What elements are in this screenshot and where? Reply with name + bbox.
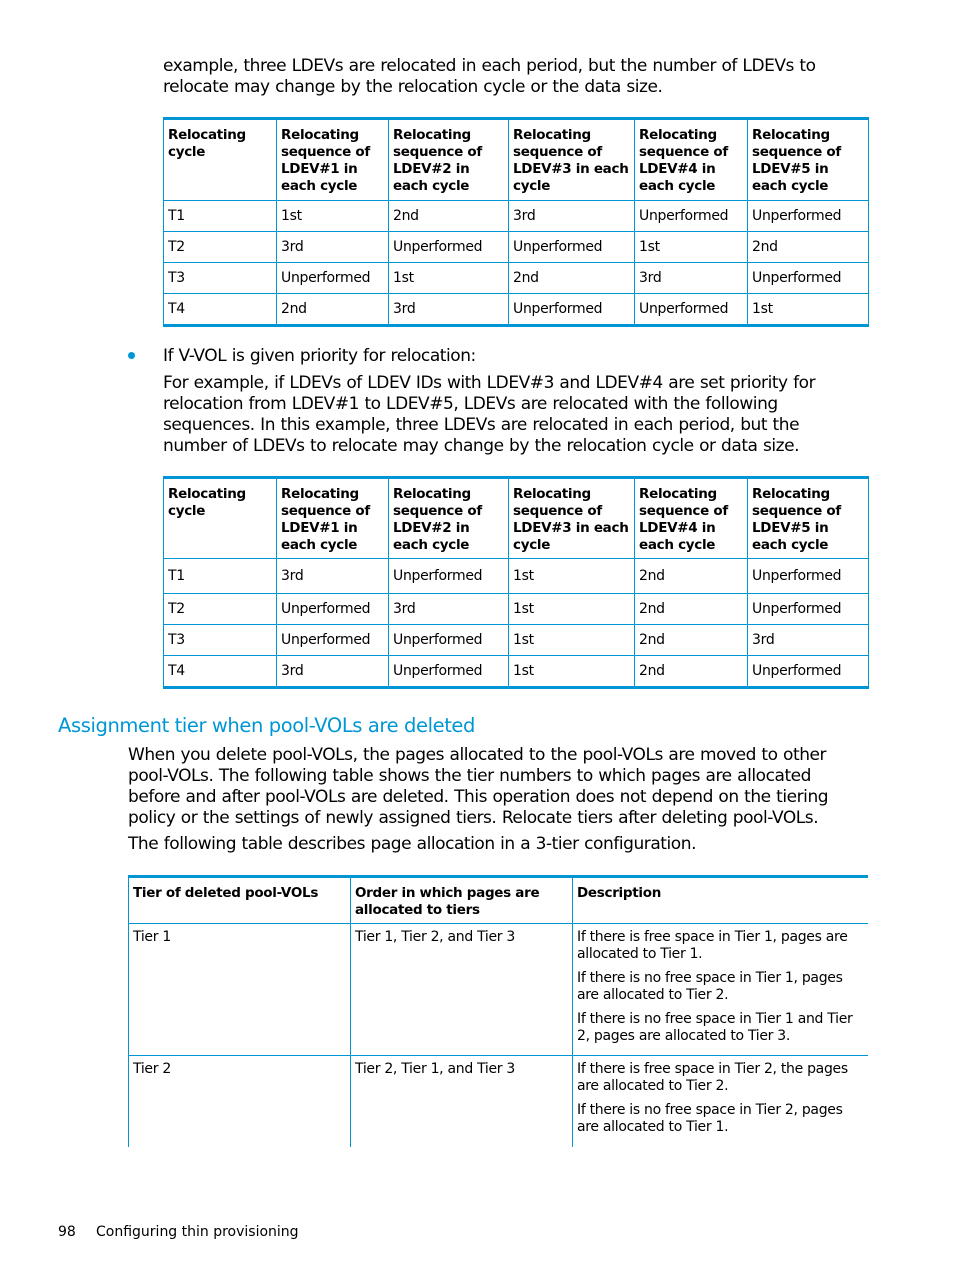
table-cell: 2nd <box>635 656 748 688</box>
description-text: If there is free space in Tier 1, pages are allocated to Tier 1. <box>577 929 848 962</box>
description-text: If there is no free space in Tier 1 and Tier 2, pages are allocated to Tier 3. <box>577 1011 853 1044</box>
column-header: Relocating cycle <box>164 119 277 201</box>
column-header: Relocating sequence of LDEV#2 in each cycle <box>389 119 509 201</box>
table-row <box>164 559 869 594</box>
table-cell: 2nd <box>509 263 635 294</box>
bullet-lead: If V-VOL is given priority for relocation: <box>163 346 476 366</box>
relocation-table-2 <box>163 476 869 689</box>
table-cell: Tier 1, Tier 2, and Tier 3 <box>351 924 573 1056</box>
table-cell: Unperformed <box>635 294 748 326</box>
description-text: If there is no free space in Tier 2, pages are allocated to Tier 1. <box>577 1102 843 1135</box>
table-cell: Unperformed <box>635 201 748 232</box>
bullet-icon <box>128 352 135 359</box>
tier-table-container <box>128 875 868 1147</box>
table-cell: 3rd <box>635 263 748 294</box>
table-cell: 1st <box>748 294 869 326</box>
table-cell: 2nd <box>635 625 748 656</box>
column-header: Relocating cycle <box>164 478 277 559</box>
table-cell: 1st <box>635 232 748 263</box>
table-cell: Unperformed <box>748 263 869 294</box>
column-header: Relocating sequence of LDEV#4 in each cycle <box>635 478 748 559</box>
table-cell: 1st <box>509 625 635 656</box>
relocation-table-1 <box>163 117 869 327</box>
table-cell: 3rd <box>748 625 869 656</box>
section-heading: Assignment tier when pool-VOLs are deleted <box>58 714 476 737</box>
table-cell: Unperformed <box>748 559 869 594</box>
table-cell: T4 <box>164 656 277 688</box>
column-header: Relocating sequence of LDEV#1 in each cycle <box>277 119 389 201</box>
table-cell: 3rd <box>389 294 509 326</box>
table-cell: T1 <box>164 559 277 594</box>
table-row <box>164 294 869 326</box>
table-cell: T3 <box>164 263 277 294</box>
page-number: 98 <box>58 1224 76 1240</box>
table-cell: 1st <box>389 263 509 294</box>
table-cell: 2nd <box>635 594 748 625</box>
table-cell: Unperformed <box>389 559 509 594</box>
table-cell: Unperformed <box>509 294 635 326</box>
table-cell: T2 <box>164 594 277 625</box>
column-header: Relocating sequence of LDEV#5 in each cycle <box>748 119 869 201</box>
table-cell: Unperformed <box>509 232 635 263</box>
section-paragraph-2: The following table describes page allocation in a 3-tier configuration. <box>128 834 697 854</box>
table-cell: Unperformed <box>389 232 509 263</box>
table-row <box>164 594 869 625</box>
table-cell: Unperformed <box>277 263 389 294</box>
table-cell <box>573 1056 869 1148</box>
table-cell <box>573 924 869 1056</box>
table-cell: Unperformed <box>748 201 869 232</box>
column-header: Description <box>573 877 869 924</box>
table-row <box>164 656 869 688</box>
table-cell: Tier 2 <box>129 1056 351 1148</box>
table-cell: Unperformed <box>277 625 389 656</box>
column-header: Relocating sequence of LDEV#3 in each cycle <box>509 119 635 201</box>
table-cell: T4 <box>164 294 277 326</box>
column-header: Relocating sequence of LDEV#3 in each cycle <box>509 478 635 559</box>
table-cell: 3rd <box>277 232 389 263</box>
table-cell: Unperformed <box>389 625 509 656</box>
table-cell: 1st <box>277 201 389 232</box>
table-cell: 1st <box>509 559 635 594</box>
bullet-paragraph: For example, if LDEVs of LDEV IDs with LDEV#3 and LDEV#4 are set priority for relocation from LDEV#1 to LDEV#5, LDEVs are relocated with the following sequences. In this example, three LDEVs are relocated in each period, but the number of LDEVs to relocate may change by the relocation cycle or data size. <box>163 373 816 456</box>
intro-paragraph: example, three LDEVs are relocated in each period, but the number of LDEVs to relocate may change by the relocation cycle or the data size. <box>163 56 816 97</box>
table-cell: Unperformed <box>277 594 389 625</box>
tier-assignment-table <box>128 875 868 1147</box>
table-cell: 3rd <box>277 656 389 688</box>
table-row <box>164 201 869 232</box>
table-cell: Tier 2, Tier 1, and Tier 3 <box>351 1056 573 1148</box>
table-cell: 1st <box>509 656 635 688</box>
table-cell: 3rd <box>509 201 635 232</box>
column-header: Relocating sequence of LDEV#2 in each cycle <box>389 478 509 559</box>
column-header: Relocating sequence of LDEV#4 in each cycle <box>635 119 748 201</box>
column-header: Order in which pages are allocated to tiers <box>351 877 573 924</box>
table-cell: T3 <box>164 625 277 656</box>
table-row <box>129 1056 869 1148</box>
table-cell: Unperformed <box>748 656 869 688</box>
table-cell: 2nd <box>389 201 509 232</box>
table-header-row <box>164 119 869 201</box>
section-paragraph-1: When you delete pool-VOLs, the pages allocated to the pool-VOLs are moved to other pool-VOLs. The following table shows the tier numbers to which pages are allocated before and after pool-VOLs are deleted. This operation does not depend on the tiering policy or the settings of newly assigned tiers. Relocate tiers after deleting pool-VOLs. <box>128 745 829 828</box>
table-cell: Tier 1 <box>129 924 351 1056</box>
table-cell: 2nd <box>748 232 869 263</box>
footer-section-title: Configuring thin provisioning <box>96 1224 299 1240</box>
column-header: Relocating sequence of LDEV#1 in each cycle <box>277 478 389 559</box>
table-cell: 2nd <box>277 294 389 326</box>
table-cell: 1st <box>509 594 635 625</box>
column-header: Tier of deleted pool-VOLs <box>129 877 351 924</box>
table-header-row <box>164 478 869 559</box>
table-row <box>164 232 869 263</box>
table-cell: 2nd <box>635 559 748 594</box>
table-cell: Unperformed <box>389 656 509 688</box>
table-header-row <box>129 877 869 924</box>
table-cell: 3rd <box>277 559 389 594</box>
description-text: If there is free space in Tier 2, the pages are allocated to Tier 2. <box>577 1061 848 1094</box>
table-cell: T2 <box>164 232 277 263</box>
column-header: Relocating sequence of LDEV#5 in each cycle <box>748 478 869 559</box>
table-row <box>164 625 869 656</box>
table-cell: T1 <box>164 201 277 232</box>
table-cell: 3rd <box>389 594 509 625</box>
table-row <box>164 263 869 294</box>
table-cell: Unperformed <box>748 594 869 625</box>
description-text: If there is no free space in Tier 1, pages are allocated to Tier 2. <box>577 970 843 1003</box>
table-row <box>129 924 869 1056</box>
